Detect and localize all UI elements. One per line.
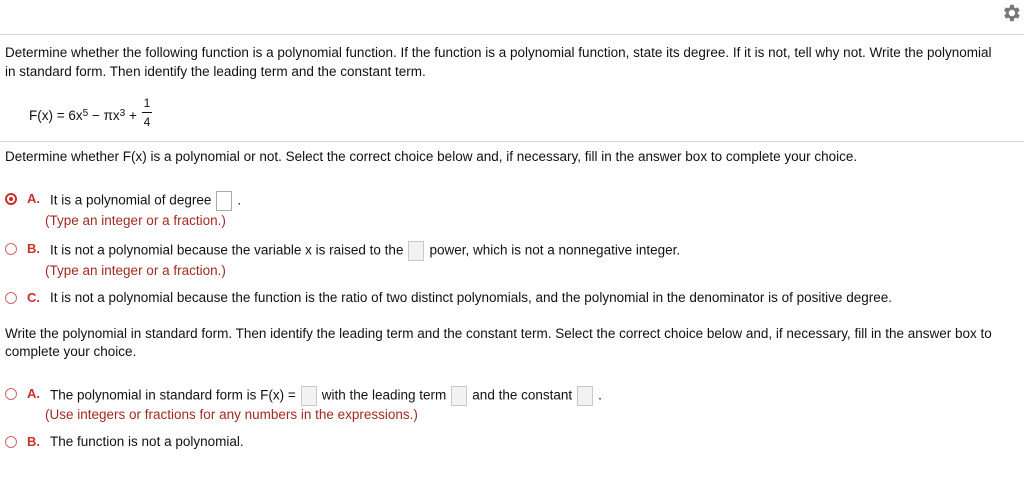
choice-text-part3: and the constant (472, 387, 573, 403)
part2-prompt-line2: complete your choice. (5, 344, 137, 359)
top-bar (0, 0, 1024, 35)
choice-text-part4: . (598, 387, 602, 403)
divider (0, 141, 1024, 142)
choice-text-part2: with the leading term (321, 387, 447, 403)
choice-letter: B. (27, 241, 40, 256)
choice-text-after: . (237, 192, 242, 208)
radio-button[interactable] (5, 388, 17, 400)
radio-button[interactable] (5, 436, 17, 448)
power-answer-box[interactable] (408, 241, 424, 261)
radio-button[interactable] (5, 292, 17, 304)
hint-text: (Type an integer or a fraction.) (45, 263, 226, 278)
choice-text (50, 241, 680, 261)
hint-text: (Use integers or fractions for any numbers in the expressions.) (45, 407, 418, 422)
fraction-denominator: 4 (143, 115, 151, 129)
fraction-bar (142, 112, 152, 113)
degree-answer-box[interactable] (216, 191, 232, 211)
choice-text: The function is not a polynomial. (50, 434, 244, 449)
leading-term-answer-box[interactable] (451, 386, 467, 406)
choice-text (50, 191, 241, 211)
part1-prompt: Determine whether F(x) is a polynomial or not. Select the correct choice below and, if necessary, fill in the answer box to complete your choice. (5, 149, 858, 164)
standard-form-answer-box[interactable] (301, 386, 317, 406)
choice-text-before: It is a polynomial of degree (50, 192, 212, 208)
question-intro-line2: in standard form. Then identify the leading term and the constant term. (5, 64, 426, 79)
choice-text-part1: The polynomial in standard form is F(x) = (50, 387, 296, 403)
choice-text-before: It is not a polynomial because the variable x is raised to the (50, 242, 404, 258)
question-intro-line1: Determine whether the following function is a polynomial function. If the function is a polynomial function, state its degree. If it is not, tell why not. Write the polynomial (5, 45, 992, 60)
choice-text-after: power, which is not a nonnegative integer. (429, 242, 681, 258)
formula-lhs: F(x) = 6x (29, 108, 83, 123)
choice-text: It is not a polynomial because the function is the ratio of two distinct polynomials, and the polynomial in the denominator is of positive degree. (50, 290, 892, 305)
formula-mid: − πx (88, 108, 120, 123)
gear-icon[interactable] (1000, 2, 1022, 24)
choice-letter: B. (27, 434, 40, 449)
radio-button-selected[interactable] (5, 193, 17, 205)
radio-button[interactable] (5, 243, 17, 255)
formula-exponent-5: 5 (82, 108, 89, 119)
formula-expression (29, 108, 137, 123)
part2-prompt-line1: Write the polynomial in standard form. Then identify the leading term and the constant term. Select the correct choice below and, if necessary, fill in the answer box to (5, 326, 992, 341)
choice-text (50, 386, 602, 406)
formula-exponent-3: 3 (119, 108, 126, 119)
choice-letter: C. (27, 290, 40, 305)
choice-letter: A. (27, 386, 40, 401)
hint-text: (Type an integer or a fraction.) (45, 213, 226, 228)
formula-fraction (142, 96, 152, 129)
fraction-numerator: 1 (143, 96, 151, 110)
constant-answer-box[interactable] (577, 386, 593, 406)
formula-plus: + (125, 108, 137, 123)
choice-letter: A. (27, 191, 40, 206)
